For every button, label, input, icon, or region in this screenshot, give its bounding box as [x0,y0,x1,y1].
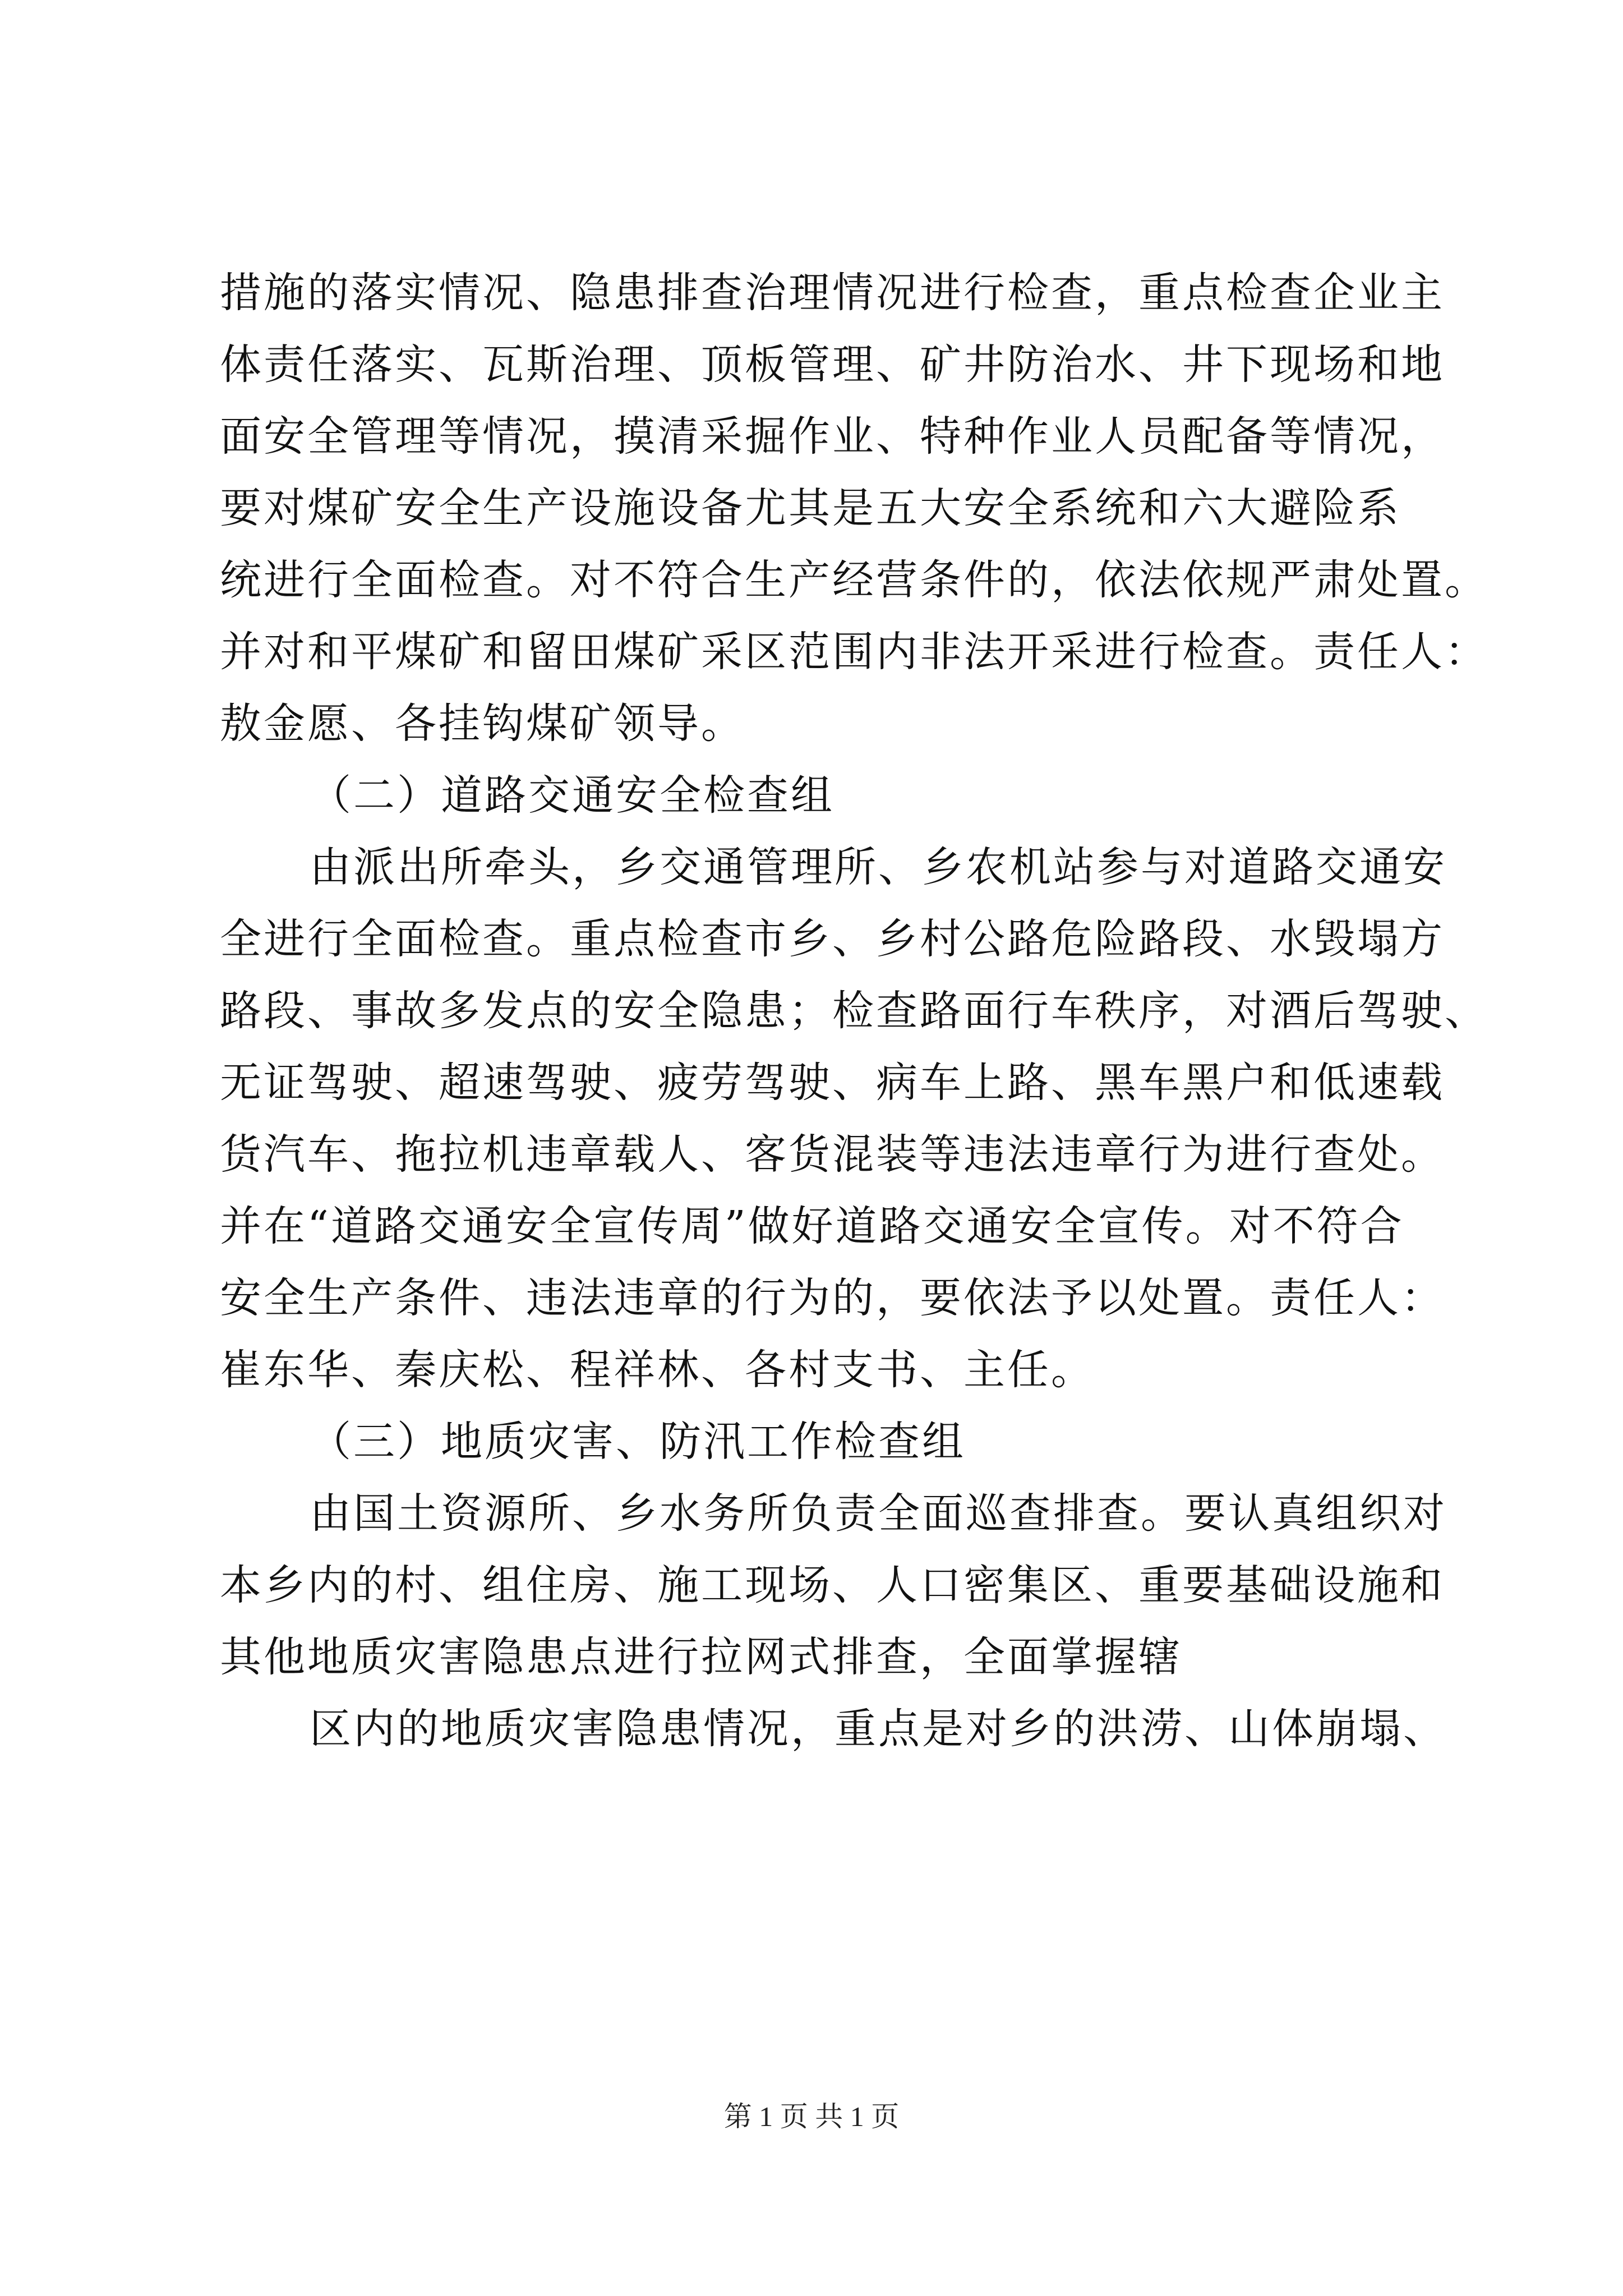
text-line: 面安全管理等情况，摸清采掘作业、特种作业人员配备等情况， [220,412,1445,461]
paragraph-first-line: 由国土资源所、乡水务所负责全面巡查排查。要认真组织对 [310,1489,1447,1538]
section-heading: （三）地质灾害、防汛工作检查组 [310,1418,966,1466]
text-line: 要对煤矿安全生产设施设备尤其是五大安全系统和六大避险系 [220,484,1401,532]
paragraph-first-line: 由派出所牵头，乡交通管理所、乡农机站参与对道路交通安 [310,843,1447,891]
text-line: 并在“道路交通安全宣传周”做好道路交通安全宣传。对不符合 [220,1202,1404,1250]
paragraph-first-line: 区内的地质灾害隐患情况，重点是对乡的洪涝、山体崩塌、 [310,1705,1447,1753]
text-line: 全进行全面检查。重点检查市乡、乡村公路危险路段、水毁塌方 [220,915,1445,963]
text-line: 路段、事故多发点的安全隐患；检查路面行车秩序，对酒后驾驶、 [220,987,1488,1035]
section-heading: （二）道路交通安全检查组 [310,771,834,820]
text-line: 措施的落实情况、隐患排查治理情况进行检查，重点检查企业主 [220,269,1445,317]
text-line: 体责任落实、瓦斯治理、顶板管理、矿井防治水、井下现场和地 [220,341,1445,389]
text-line: 本乡内的村、组住房、施工现场、人口密集区、重要基础设施和 [220,1561,1445,1609]
text-line: 其他地质灾害隐患点进行拉网式排查，全面掌握辖 [220,1633,1182,1681]
text-line: 敖金愿、各挂钩煤矿领导。 [220,700,745,748]
text-line: 货汽车、拖拉机违章载人、客货混装等违法违章行为进行查处。 [220,1130,1445,1179]
body-text [220,257,1488,1765]
page-footer: 第 1 页 共 1 页 [723,2101,900,2132]
text-line: 并对和平煤矿和留田煤矿采区范围内非法开采进行检查。责任人： [220,628,1488,676]
text-line: 统进行全面检查。对不符合生产经营条件的，依法依规严肃处置。 [220,556,1488,604]
text-line: 无证驾驶、超速驾驶、疲劳驾驶、病车上路、黑车黑户和低速载 [220,1059,1445,1107]
text-line: 安全生产条件、违法违章的行为的，要依法予以处置。责任人： [220,1274,1445,1322]
text-line: 崔东华、秦庆松、程祥林、各村支书、主任。 [220,1346,1095,1394]
